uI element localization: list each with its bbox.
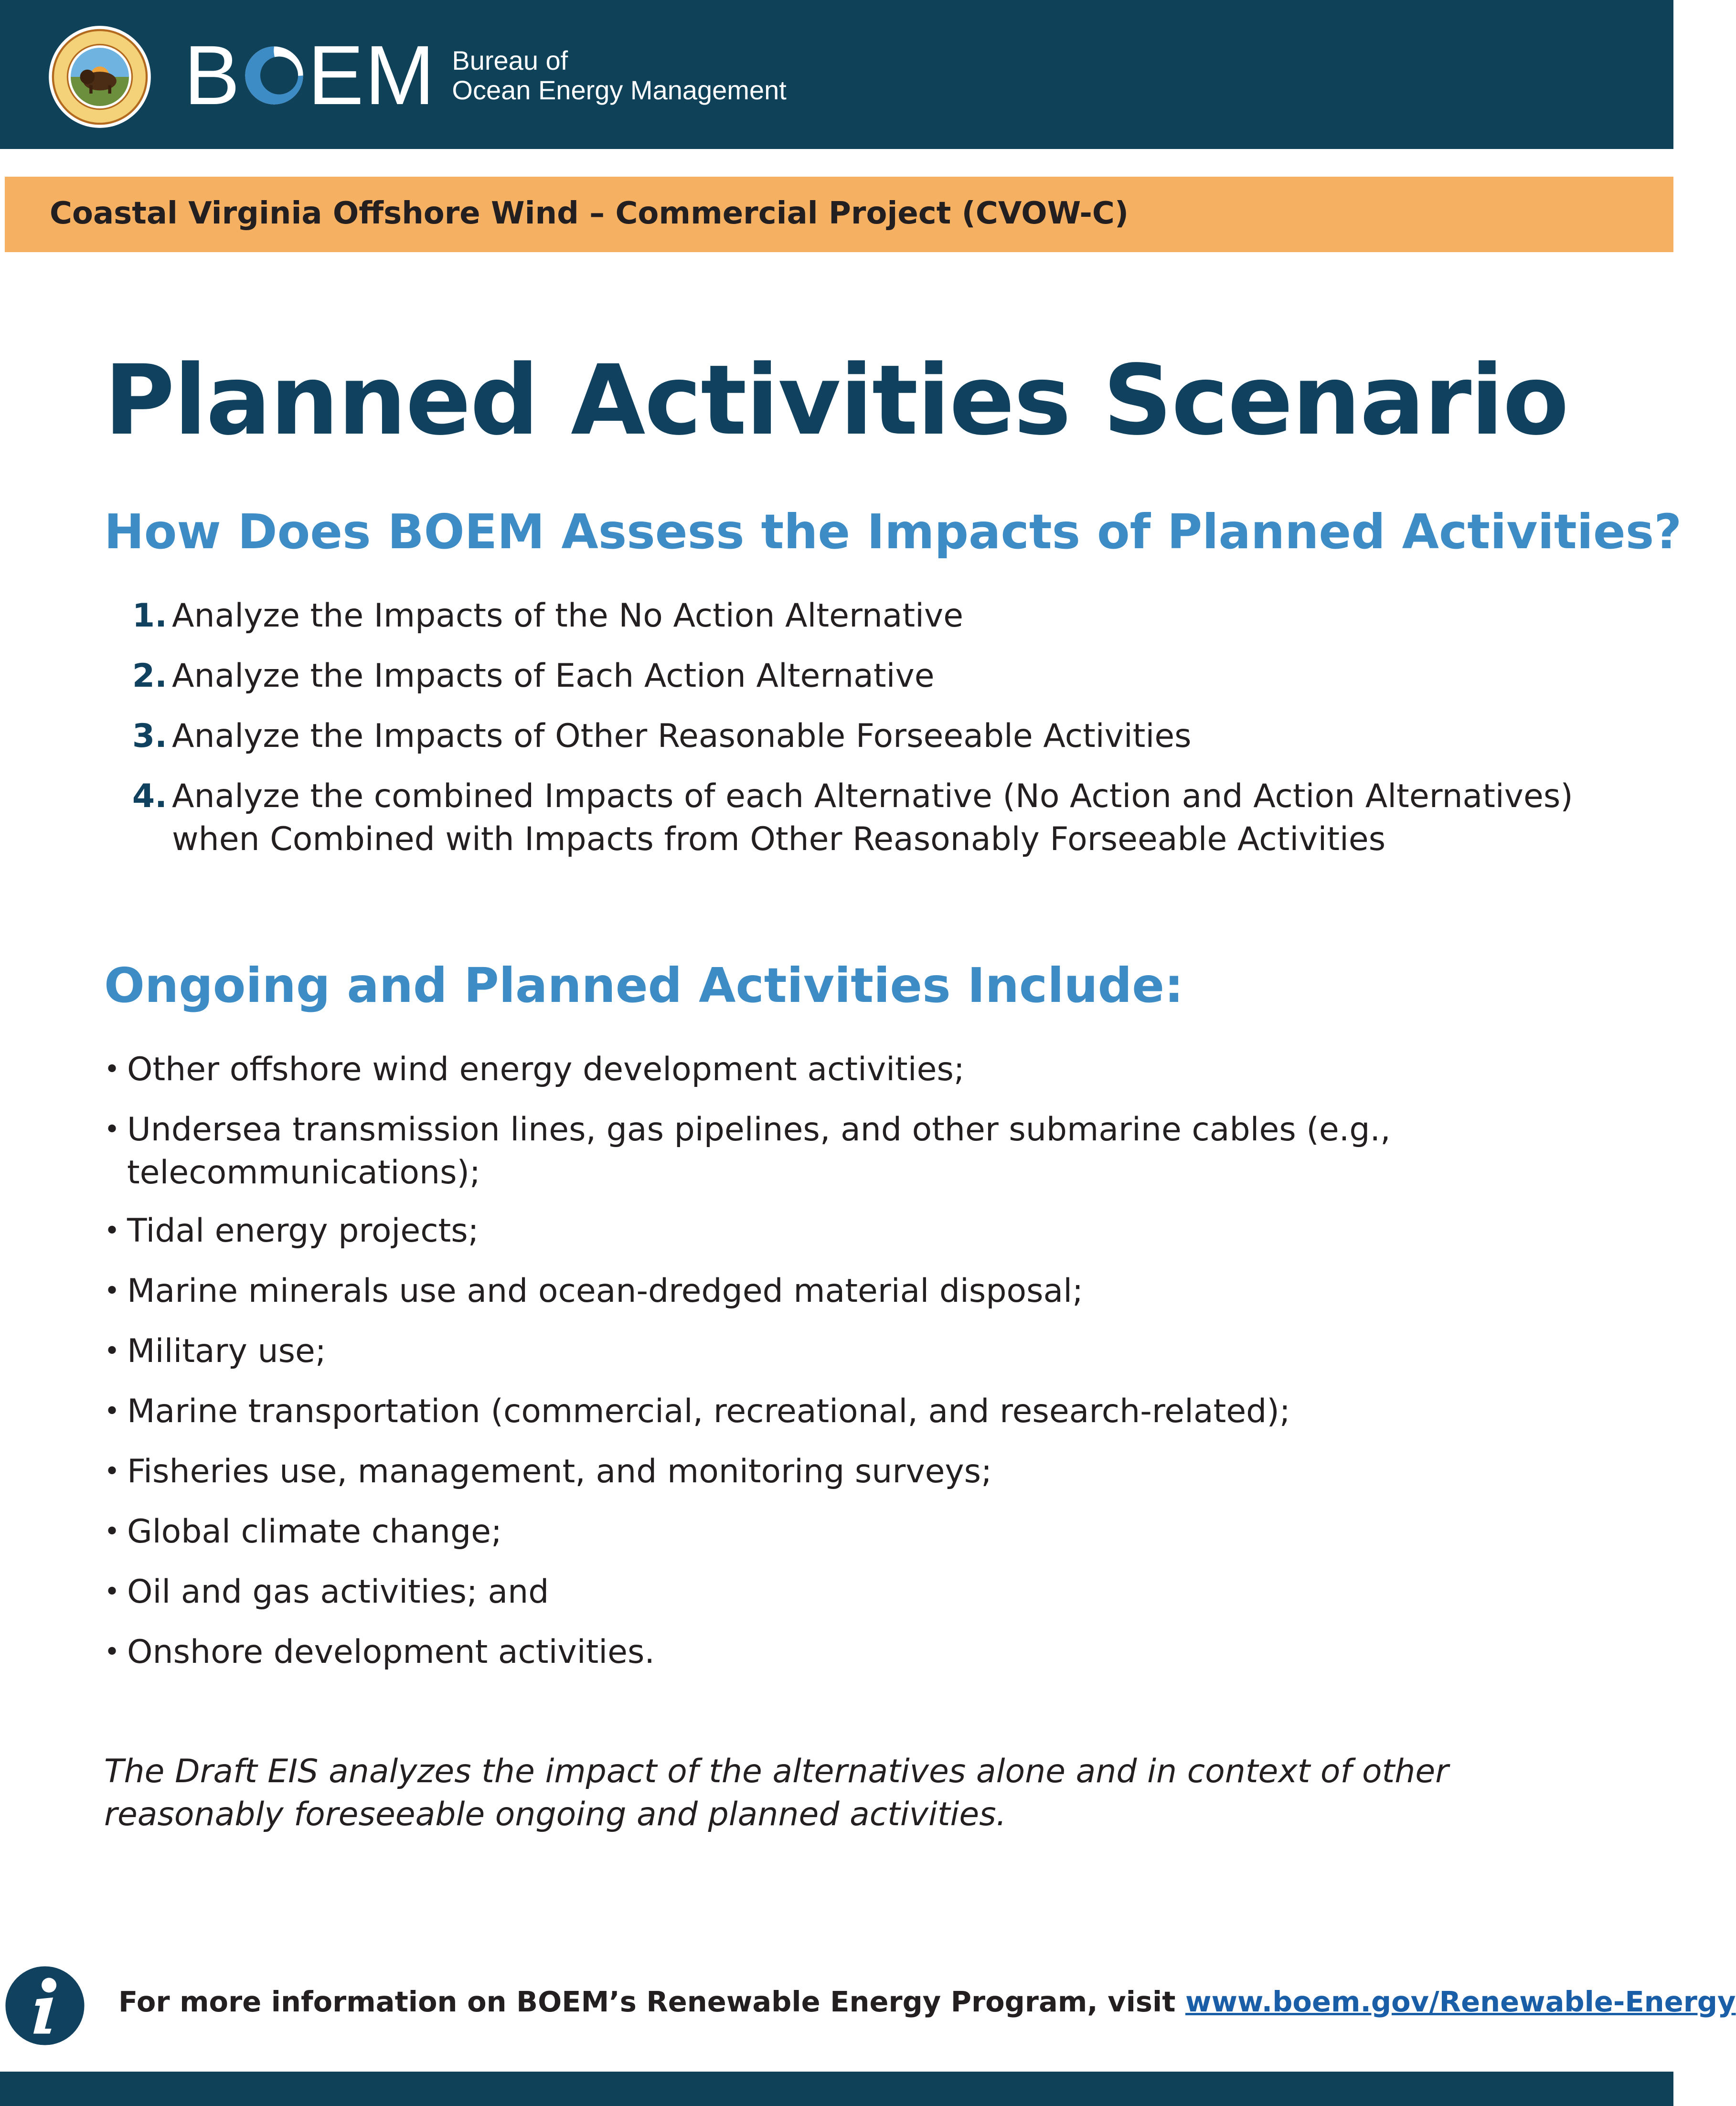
bullet-icon: • xyxy=(104,1396,120,1427)
step-text: Analyze the Impacts of Each Action Alternative xyxy=(172,657,935,695)
step-text: Analyze the Impacts of Other Reasonable Forseeable Activities xyxy=(172,717,1192,755)
bullet-text: Tidal energy projects; xyxy=(127,1212,479,1250)
info-icon xyxy=(4,1965,86,2047)
renewable-energy-link[interactable]: www.boem.gov/Renewable-Energy xyxy=(1185,1985,1736,2018)
bullet-text: Undersea transmission lines, gas pipelines, and other submarine cables (e.g., telecommunications); xyxy=(127,1111,1391,1191)
wave-o-icon xyxy=(243,44,306,107)
footer-bar xyxy=(0,2072,1673,2106)
draft-eis-note: The Draft EIS analyzes the impact of the alternatives alone and in context of other reasonably foreseeable ongoing and planned activities. xyxy=(104,1753,1449,1833)
step-number: 3. xyxy=(132,717,167,755)
bullet-text: Onshore development activities. xyxy=(127,1633,655,1671)
bullet-text: Marine transportation (commercial, recreational, and research-related); xyxy=(127,1393,1290,1430)
bullet-text: Fisheries use, management, and monitoring surveys; xyxy=(127,1453,992,1490)
brand-subtitle xyxy=(452,46,786,105)
bullet-icon: • xyxy=(104,1215,120,1246)
boem-logo xyxy=(184,28,787,122)
bullet-icon: • xyxy=(104,1637,120,1668)
bullet-icon: • xyxy=(104,1576,120,1607)
bullet-icon: • xyxy=(104,1456,120,1487)
bullet-text: Military use; xyxy=(127,1332,326,1370)
footer-text: For more information on BOEM’s Renewable Energy Program, visit xyxy=(118,1985,1186,2018)
bullet-icon: • xyxy=(104,1054,120,1085)
step-number: 1. xyxy=(132,597,167,635)
brand-letters-em: EM xyxy=(308,28,436,122)
bullet-text: Global climate change; xyxy=(127,1513,502,1551)
bullet-icon: • xyxy=(104,1114,120,1145)
project-banner xyxy=(5,177,1673,252)
bullet-text: Other offshore wind energy development activities; xyxy=(127,1051,965,1088)
step-text: Analyze the Impacts of the No Action Alternative xyxy=(172,597,964,635)
header-bar xyxy=(0,0,1673,149)
bullet-text: Oil and gas activities; and xyxy=(127,1573,549,1611)
step-number: 4. xyxy=(132,777,167,815)
doi-seal-icon xyxy=(48,25,152,129)
brand-letter-b: B xyxy=(184,28,241,122)
bullet-icon: • xyxy=(104,1516,120,1547)
bullet-icon: • xyxy=(104,1336,120,1367)
brand-subtitle-line2: Ocean Energy Management xyxy=(452,74,787,105)
page-title: Planned Activities Scenario xyxy=(104,344,1568,457)
assess-heading: How Does BOEM Assess the Impacts of Planned Activities? xyxy=(104,504,1682,560)
brand-wordmark xyxy=(184,28,436,122)
bullet-text: Marine minerals use and ocean-dredged material disposal; xyxy=(127,1272,1084,1310)
step-text: Analyze the combined Impacts of each Alternative (No Action and Action Alternatives) when Combined with Impacts from Other Reasonably Forseeable Activities xyxy=(172,777,1573,858)
footer-info xyxy=(118,1985,1736,2018)
step-number: 2. xyxy=(132,657,167,695)
brand-subtitle-line1: Bureau of xyxy=(452,45,568,75)
bullet-icon: • xyxy=(104,1276,120,1307)
ongoing-heading: Ongoing and Planned Activities Include: xyxy=(104,957,1184,1013)
project-name: Coastal Virginia Offshore Wind – Commercial Project (CVOW-C) xyxy=(50,196,1129,231)
